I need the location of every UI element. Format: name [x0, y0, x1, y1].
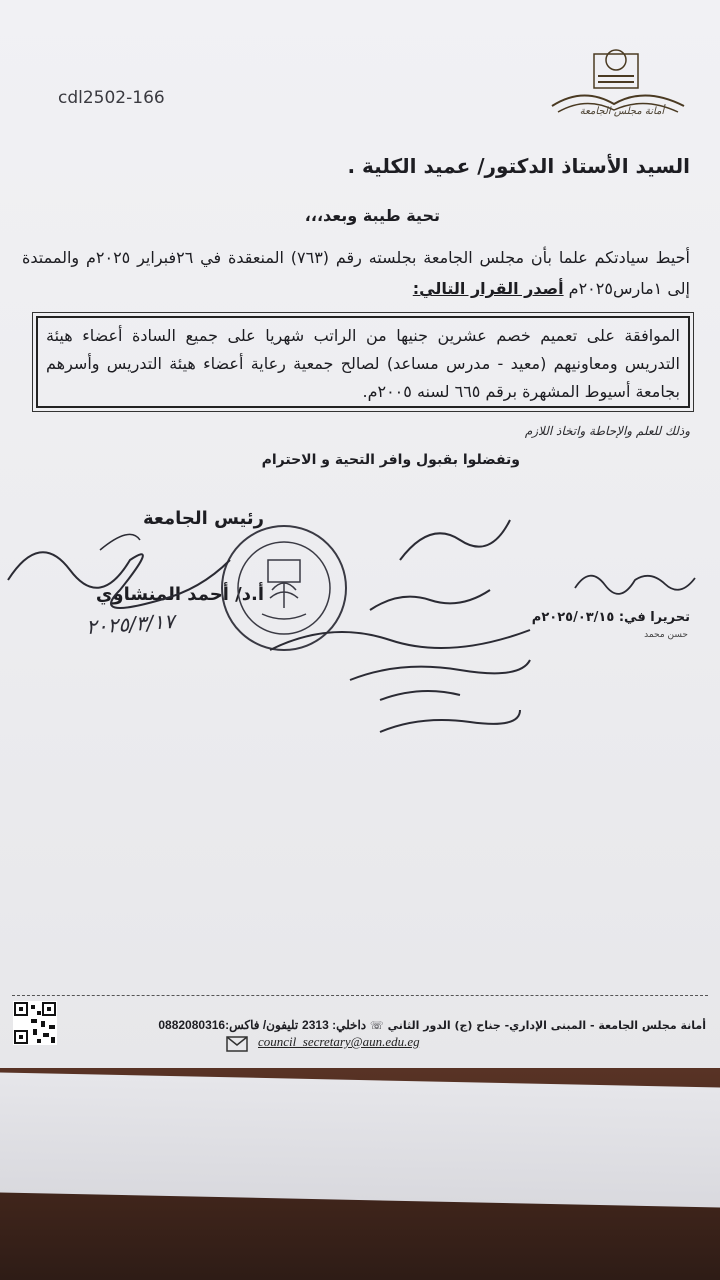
closing-line: وتفضلوا بقبول وافر التحية و الاحترام: [261, 452, 520, 468]
handwritten-note: وذلك للعلم والإحاطة واتخاذ اللازم: [524, 424, 690, 438]
footer-phone-fax: تليفون/ فاكس:0882080316: [158, 1018, 299, 1032]
president-name: أ.د/ أحمد المنشاوي: [95, 584, 264, 605]
decision-heading: أصدر القرار التالي:: [412, 279, 564, 299]
decision-box: الموافقة على تعميم خصم عشرين جنيها من الراتب شهريا على جميع السادة أعضاء هيئة التدريس ومعاونيهم (معيد - مدرس مساعد) لصالح جمعية رعاية أعضاء هيئة التدريس وأسرهم بجامعة أسيوط المشهرة برقم ٦٦٥ لسنه ٢٠٠٥م.: [36, 316, 690, 408]
body-text: أحيط سيادتكم علما بأن مجلس الجامعة بجلسته رقم (٧٦٣) المنعقدة في ٢٦فبراير ٢٠٢٥م والممتدة إلى ١مارس٢٠٢٥م: [22, 248, 690, 299]
mail-icon: [226, 1036, 248, 1052]
writer-signature: [570, 560, 700, 600]
footer-address-line: [158, 1018, 706, 1032]
reference-code: cdl2502-166: [58, 88, 165, 108]
president-title: رئيس الجامعة: [142, 508, 264, 529]
footer-divider: [12, 995, 708, 996]
footer-address: أمانة مجلس الجامعة - المبنى الإداري- جناح (ج) الدور الثاني: [387, 1019, 706, 1032]
written-date: تحريرا في: ٢٠٢٥/٠٣/١٥م: [531, 610, 690, 625]
president-signature: [0, 520, 250, 660]
footer-email[interactable]: council_secretary@aun.edu.eg: [258, 1034, 420, 1049]
handwritten-annotations: [230, 500, 560, 760]
writer-name: حسن محمد: [644, 630, 688, 640]
logo-caption: أمانة مجلس الجامعة: [579, 106, 665, 117]
underlying-sheet: [0, 1072, 720, 1207]
phone-icon: ☏: [370, 1019, 384, 1032]
body-paragraph: [22, 242, 690, 304]
addressee: السيد الأستاذ الدكتور/ عميد الكلية .: [347, 154, 690, 178]
footer-internal: داخلي: 2313: [302, 1018, 367, 1032]
qr-code-icon: [12, 1000, 58, 1046]
greeting: تحية طيبة وبعد،،،: [304, 206, 440, 225]
handwritten-date-left: ٢٠٢٥/٣/١٧: [85, 608, 176, 640]
